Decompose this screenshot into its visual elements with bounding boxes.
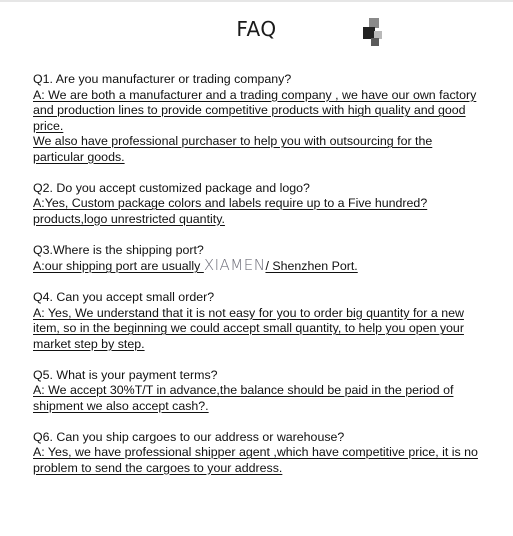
faq-item-q4 [33,290,485,352]
page-title: FAQ [236,17,277,41]
faq-item-q2 [33,181,485,228]
faq-answer [33,196,485,227]
faq-answer [33,258,485,275]
faq-answer-prefix: A:our shipping port are usually [33,259,204,273]
faq-answer-text: We also have professional purchaser to help you with outsourcing for the particular goods. [33,134,433,164]
grey-squares-logo-icon [361,18,383,46]
faq-item-q1 [33,72,485,165]
faq-answer-suffix: / Shenzhen Port. [265,259,358,273]
faq-answer-text: A: Yes, we have professional shipper agent ,which have competitive price, it is no problem to send the cargoes to your address. [33,445,478,475]
faq-question: Q4. Can you accept small order? [33,290,215,304]
faq-answer [33,306,485,353]
faq-answer [33,88,485,135]
faq-item-q3 [33,243,485,275]
faq-question: Q5. What is your payment terms? [33,367,218,382]
faq-item-q6 [33,430,485,477]
faq-answer [33,445,485,476]
faq-answer [33,383,485,414]
faq-answer-text: A: We are both a manufacturer and a trading company , we have our own factory and production lines to provide competitive products with high quality and good price. [33,87,477,133]
faq-item-q5 [33,368,485,415]
faq-answer [33,134,485,165]
top-divider [0,0,513,2]
faq-question: Q6. Can you ship cargoes to our address or warehouse? [33,429,345,444]
faq-question: Q1. Are you manufacturer or trading company? [33,72,292,86]
xiamen-handwritten-mark: XIAMEN [203,256,266,274]
faq-list [33,72,485,492]
faq-answer-text: A:Yes, Custom package colors and labels require up to a Five hundred?products,logo unrestricted quantity. [33,196,428,226]
faq-answer-text: A: We accept 30%T/T in advance,the balance should be paid in the period of shipment we also accept cash?. [33,383,454,413]
faq-question: Q3.Where is the shipping port? [33,242,204,257]
faq-answer-text: A: Yes, We understand that it is not easy for you to order big quantity for a new item, so in the beginning we could accept small quantity, to help you open your market step by step. [33,305,464,351]
faq-question: Q2. Do you accept customized package and logo? [33,180,310,195]
